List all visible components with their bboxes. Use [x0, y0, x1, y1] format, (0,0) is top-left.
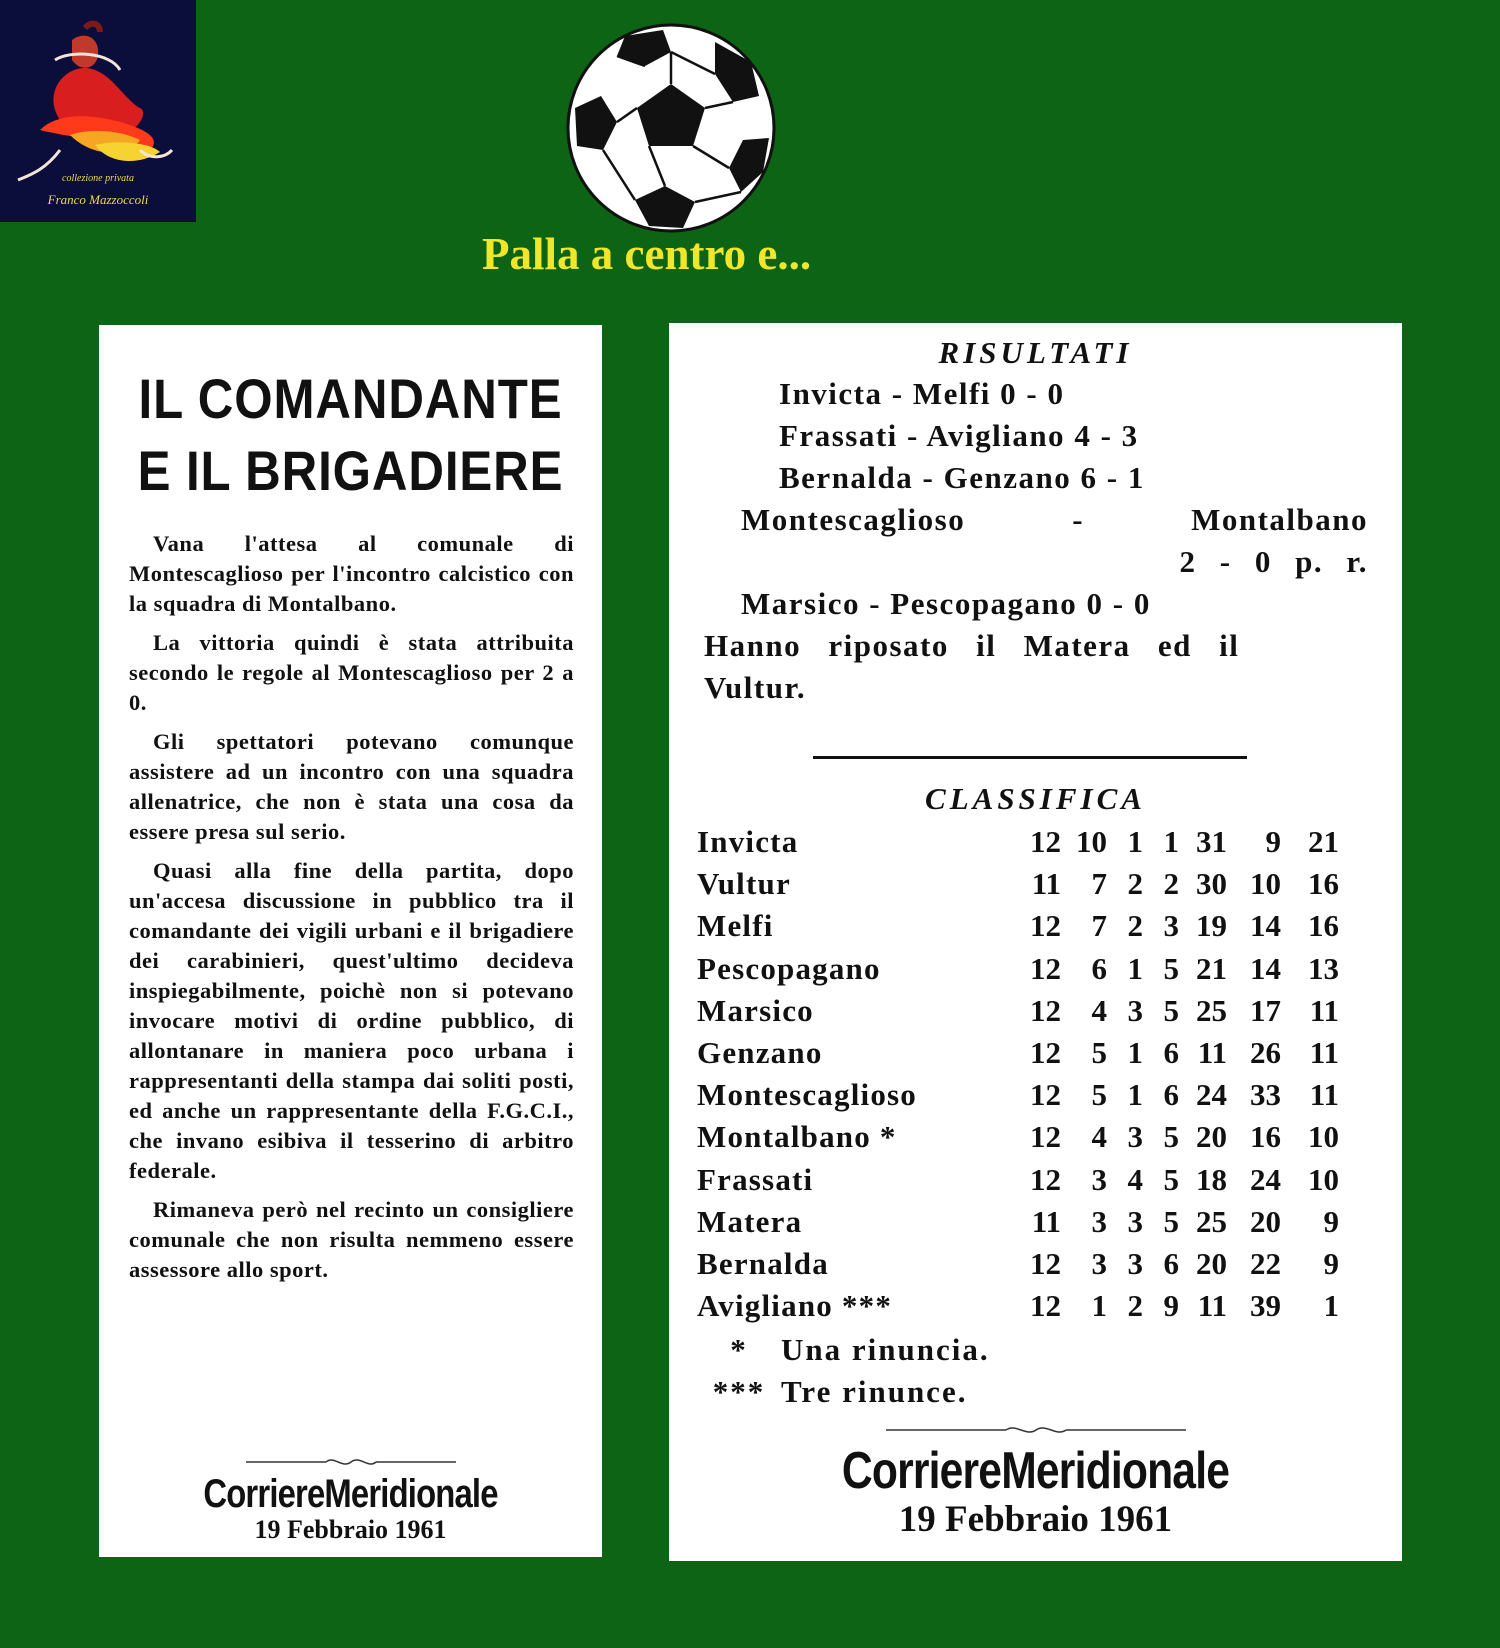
team-stat: 9 — [1163, 1288, 1179, 1324]
standings-row — [697, 905, 1339, 947]
team-stat: 3 — [1091, 1161, 1107, 1197]
article-paragraph: Quasi alla fine della partita, dopo un'accesa discussione in pubblico tra il comandante dei vigili urbani e il brigadiere dei carabinieri, quest'ultimo decideva inspiegabilmente, poichè non si potevano invocare motivi di ordine pubblico, di allontanare in maniera poco urbana i rappresentanti della stampa dai soliti posti, ed anche un rappresentante della F.G.C.I., che invano esibiva il tesserino di arbitro federale. — [129, 858, 574, 1183]
headline-line-2: E IL BRIGADIERE — [137, 439, 564, 502]
match-result: Montescaglioso - Montalbano — [669, 499, 1402, 541]
standings-notes — [697, 1329, 1402, 1413]
home-team: Marsico — [741, 586, 860, 621]
home-team: Montescaglioso — [741, 502, 966, 537]
team-stat: 14 — [1250, 908, 1281, 944]
team-stat: 20 — [1196, 1246, 1227, 1282]
team-stat: 12 — [1030, 1119, 1061, 1155]
team-stat: 26 — [1250, 1035, 1281, 1071]
rested-note-cont: Vultur. — [704, 670, 807, 705]
team-stat: 31 — [1196, 824, 1227, 859]
team-name: Montescaglioso — [697, 1077, 917, 1113]
team-stat: 11 — [1309, 992, 1339, 1028]
team-name: Genzano — [697, 1035, 823, 1071]
team-stat: 5 — [1163, 992, 1179, 1028]
standings-row — [697, 990, 1339, 1032]
home-team: Invicta — [779, 376, 883, 411]
headline-line-1: IL COMANDANTE — [138, 367, 563, 430]
team-name: Invicta — [697, 824, 799, 859]
team-stat: 11 — [1197, 1035, 1227, 1071]
standings-row — [697, 1243, 1339, 1285]
results-source — [669, 1423, 1402, 1541]
team-stat: 25 — [1196, 1203, 1227, 1239]
away-team: Montalbano — [1191, 502, 1368, 537]
article-body — [129, 529, 574, 1285]
article-paragraph: Rimaneva però nel recinto un consigliere comunale che non risulta nemmeno essere assessore allo sport. — [129, 1197, 574, 1282]
team-stat: 25 — [1196, 992, 1227, 1028]
team-stat: 12 — [1030, 1077, 1061, 1113]
team-name: Montalbano * — [697, 1119, 897, 1155]
team-stat: 20 — [1250, 1203, 1281, 1239]
match-result: Frassati - Avigliano 4 - 3 — [779, 418, 1139, 453]
team-stat: 3 — [1163, 908, 1179, 944]
team-stat: 9 — [1265, 824, 1281, 859]
score: 4 - 3 — [1074, 418, 1139, 453]
team-stat: 3 — [1127, 1119, 1143, 1155]
team-stat: 1 — [1127, 1077, 1143, 1113]
dancer-illustration — [0, 0, 196, 222]
team-stat: 11 — [1309, 1035, 1339, 1071]
article-clipping — [99, 325, 602, 1557]
rested-note: Hanno riposato il Matera ed il — [704, 628, 1240, 663]
standings-title: CLASSIFICA — [925, 781, 1146, 816]
team-stat: 30 — [1196, 866, 1227, 902]
team-stat: 1 — [1127, 824, 1143, 859]
publication-date: 19 Febbraio 1961 — [898, 1499, 1173, 1540]
team-stat: 12 — [1030, 824, 1061, 859]
standings-section — [669, 779, 1402, 1413]
team-stat: 5 — [1163, 1161, 1179, 1197]
results-clipping — [669, 323, 1402, 1561]
away-team: Genzano — [943, 460, 1072, 495]
team-stat: 5 — [1163, 950, 1179, 986]
team-stat: 21 — [1308, 824, 1339, 859]
home-team: Bernalda — [779, 460, 914, 495]
team-stat: 39 — [1250, 1288, 1281, 1324]
team-stat: 1 — [1127, 950, 1143, 986]
team-stat: 21 — [1196, 950, 1227, 986]
team-stat: 3 — [1091, 1203, 1107, 1239]
ornament-divider — [246, 1455, 456, 1469]
standings-row — [697, 1032, 1339, 1074]
team-stat: 6 — [1163, 1246, 1179, 1282]
team-stat: 1 — [1163, 824, 1179, 859]
team-name: Pescopagano — [697, 950, 881, 986]
team-name: Avigliano *** — [697, 1288, 893, 1324]
team-stat: 5 — [1163, 1119, 1179, 1155]
team-stat: 1 — [1091, 1288, 1107, 1324]
team-stat: 2 — [1163, 866, 1179, 902]
team-stat: 6 — [1163, 1035, 1179, 1071]
team-stat: 9 — [1323, 1203, 1339, 1239]
team-stat: 11 — [1309, 1077, 1339, 1113]
team-stat: 12 — [1030, 908, 1061, 944]
score: 6 - 1 — [1080, 460, 1145, 495]
team-stat: 10 — [1076, 824, 1107, 859]
team-name: Bernalda — [697, 1246, 829, 1282]
team-stat: 12 — [1030, 1288, 1061, 1324]
team-stat: 14 — [1250, 950, 1281, 986]
team-name: Marsico — [697, 992, 814, 1028]
team-stat: 11 — [1197, 1288, 1227, 1324]
footnote-text: Una rinuncia. — [781, 1332, 990, 1368]
collection-logo — [0, 0, 196, 222]
results-title: RISULTATI — [938, 335, 1133, 370]
match-result: Invicta - Melfi 0 - 0 — [779, 376, 1065, 411]
team-stat: 10 — [1308, 1119, 1339, 1155]
team-stat: 16 — [1250, 1119, 1281, 1155]
away-team: Avigliano — [926, 418, 1066, 453]
newspaper-name: CorriereMeridionale — [841, 1442, 1230, 1500]
standings-row — [697, 948, 1339, 990]
article-paragraph: Vana l'attesa al comunale di Montescaglioso per l'incontro calcistico con la squadra di Montalbano. — [129, 531, 574, 616]
team-stat: 18 — [1196, 1161, 1227, 1197]
team-stat: 9 — [1323, 1246, 1339, 1282]
match-result: Bernalda - Genzano 6 - 1 — [779, 460, 1145, 495]
article-source — [99, 1455, 602, 1545]
team-stat: 2 — [1127, 866, 1143, 902]
footnote-mark: *** — [712, 1374, 766, 1410]
team-stat: 10 — [1308, 1161, 1339, 1197]
article-paragraph: La vittoria quindi è stata attribuita secondo le regole al Montescaglioso per 2 a 0. — [129, 630, 574, 715]
team-stat: 1 — [1323, 1288, 1339, 1324]
team-stat: 12 — [1030, 950, 1061, 986]
team-stat: 16 — [1308, 908, 1339, 944]
team-stat: 2 — [1127, 908, 1143, 944]
footnote — [697, 1329, 1402, 1371]
article-headline — [129, 363, 572, 507]
standings-row — [697, 1159, 1339, 1201]
away-team: Pescopagano — [890, 586, 1078, 621]
footnote-mark: * — [730, 1332, 748, 1368]
team-stat: 3 — [1127, 992, 1143, 1028]
ornament-divider — [886, 1423, 1186, 1437]
standings-row — [697, 863, 1339, 905]
score: 0 - 0 — [1086, 586, 1151, 621]
team-stat: 4 — [1091, 992, 1107, 1028]
section-divider — [813, 756, 1247, 759]
team-stat: 12 — [1030, 992, 1061, 1028]
standings-table — [697, 821, 1339, 1327]
publication-date: 19 Febbraio 1961 — [254, 1515, 447, 1544]
standings-row — [697, 1285, 1339, 1327]
team-stat: 4 — [1127, 1161, 1143, 1197]
team-stat: 33 — [1250, 1077, 1281, 1113]
score: 2 - 0 p. r. — [1179, 544, 1368, 579]
match-result: Marsico - Pescopagano 0 - 0 — [741, 586, 1151, 621]
team-stat: 12 — [1030, 1035, 1061, 1071]
team-stat: 11 — [1031, 866, 1061, 902]
soccer-ball-icon — [565, 22, 777, 234]
logo-caption-collection: collezione privata — [62, 173, 134, 184]
team-name: Frassati — [697, 1161, 814, 1197]
score: 0 - 0 — [1000, 376, 1065, 411]
team-stat: 13 — [1308, 950, 1339, 986]
team-stat: 22 — [1250, 1246, 1281, 1282]
team-stat: 24 — [1250, 1161, 1281, 1197]
team-stat: 7 — [1091, 908, 1107, 944]
team-name: Matera — [697, 1203, 803, 1239]
standings-row — [697, 1201, 1339, 1243]
team-stat: 11 — [1031, 1203, 1061, 1239]
team-name: Vultur — [697, 866, 791, 902]
team-stat: 1 — [1127, 1035, 1143, 1071]
team-stat: 6 — [1091, 950, 1107, 986]
team-stat: 24 — [1196, 1077, 1227, 1113]
team-stat: 2 — [1127, 1288, 1143, 1324]
team-stat: 19 — [1196, 908, 1227, 944]
standings-row — [697, 1074, 1339, 1116]
standings-row — [697, 1116, 1339, 1158]
results-section — [669, 333, 1402, 709]
team-stat: 4 — [1091, 1119, 1107, 1155]
away-team: Melfi — [912, 376, 991, 411]
team-stat: 5 — [1163, 1203, 1179, 1239]
team-stat: 12 — [1030, 1246, 1061, 1282]
team-stat: 17 — [1250, 992, 1281, 1028]
home-team: Frassati — [779, 418, 898, 453]
article-paragraph: Gli spettatori potevano comunque assistere ad un incontro con una squadra allenatrice, che non è stata una cosa da essere presa sul serio. — [129, 729, 574, 844]
footnote — [697, 1371, 1402, 1413]
footnote-text: Tre rinunce. — [781, 1374, 968, 1410]
team-stat: 6 — [1163, 1077, 1179, 1113]
team-name: Melfi — [697, 908, 774, 944]
team-stat: 10 — [1250, 866, 1281, 902]
team-stat: 5 — [1091, 1077, 1107, 1113]
team-stat: 3 — [1091, 1246, 1107, 1282]
team-stat: 7 — [1091, 866, 1107, 902]
team-stat: 3 — [1127, 1203, 1143, 1239]
team-stat: 5 — [1091, 1035, 1107, 1071]
newspaper-name: CorriereMeridionale — [203, 1472, 498, 1516]
logo-caption-owner: Franco Mazzoccoli — [47, 192, 149, 207]
team-stat: 12 — [1030, 1161, 1061, 1197]
tagline: Palla a centro e... — [482, 229, 812, 279]
team-stat: 20 — [1196, 1119, 1227, 1155]
team-stat: 16 — [1308, 866, 1339, 902]
standings-row — [697, 821, 1339, 863]
team-stat: 3 — [1127, 1246, 1143, 1282]
